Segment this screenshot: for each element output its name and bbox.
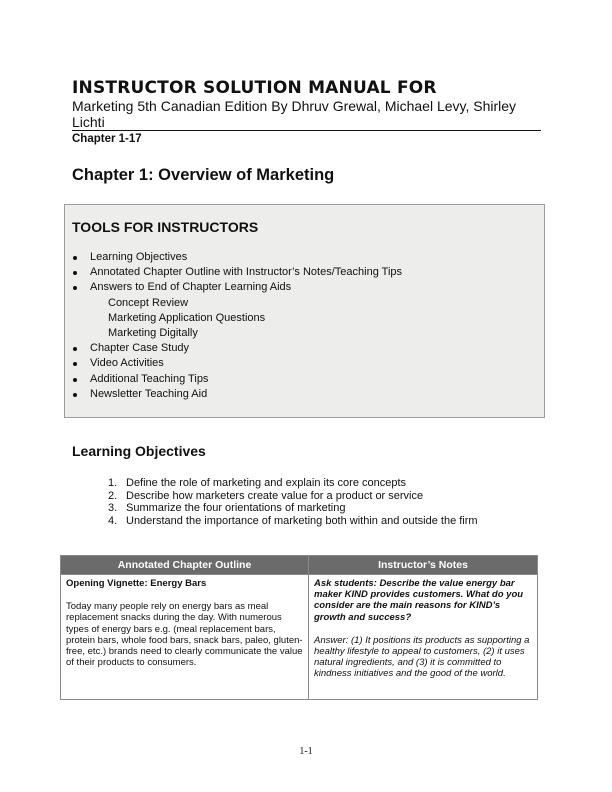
tools-item: Additional Teaching Tips	[72, 372, 402, 387]
chapter-outline-table	[60, 555, 538, 700]
outline-cell-heading: Opening Vignette: Energy Bars	[66, 578, 207, 589]
tools-item: Annotated Chapter Outline with Instructor’s Notes/Teaching Tips	[72, 265, 402, 280]
tools-list	[72, 250, 402, 402]
objective-text: Understand the importance of marketing both within and outside the firm	[126, 514, 478, 527]
tools-title: TOOLS FOR INSTRUCTORS	[72, 219, 259, 235]
table-header-row	[61, 556, 538, 575]
table-row	[61, 575, 538, 700]
outline-cell-body: Today many people rely on energy bars as meal replacement snacks during the day. With numerous types of energy bars e.g. (meal replacement bars, protein bars, whole food bars, snack bars, paleo, gluten-free, etc.) brands need to clearly communicate the value of their products to consumers.	[66, 601, 303, 669]
tools-subitem: Concept Review	[108, 296, 189, 309]
objective-number: 2.	[108, 489, 118, 502]
book-subtitle: Marketing 5th Canadian Edition By Dhruv Grewal, Michael Levy, Shirley Lichti	[72, 98, 517, 130]
objective-text: Define the role of marketing and explain its core concepts	[126, 477, 407, 489]
objective-number: 4.	[108, 514, 118, 527]
notes-question: Ask students: Describe the value energy bar maker KIND provides customers. What do you consider are the main reasons for KIND’s growth and success?	[314, 578, 524, 623]
chapter-range: Chapter 1-17	[72, 133, 142, 145]
tools-item: Video Activities	[72, 356, 402, 371]
tools-subitem: Marketing Digitally	[108, 326, 198, 339]
objective-number: 3.	[108, 502, 118, 515]
learning-objective-item	[108, 477, 478, 490]
learning-objective-item	[108, 490, 478, 503]
objective-text: Describe how marketers create value for a product or service	[126, 489, 424, 502]
learning-objective-item	[108, 502, 478, 515]
outline-cell	[61, 575, 309, 700]
notes-cell	[309, 575, 538, 700]
tools-item: Newsletter Teaching Aid	[72, 387, 402, 402]
outline-column-header: Annotated Chapter Outline	[61, 556, 309, 575]
header-divider	[72, 130, 541, 131]
learning-objectives-list	[108, 477, 478, 527]
learning-objective-item	[108, 515, 478, 528]
notes-column-header: Instructor’s Notes	[309, 556, 538, 575]
manual-title: INSTRUCTOR SOLUTION MANUAL FOR	[72, 78, 437, 98]
objective-number: 1.	[108, 477, 118, 489]
page-number: 1-1	[299, 746, 313, 757]
tools-item: Learning Objectives	[72, 250, 402, 265]
learning-objectives-heading: Learning Objectives	[72, 443, 206, 459]
objective-text: Summarize the four orientations of marketing	[126, 502, 346, 515]
chapter-heading: Chapter 1: Overview of Marketing	[72, 166, 335, 184]
notes-answer: Answer: (1) It positions its products as supporting a healthy lifestyle to appeal to customers, (2) it uses natural ingredients, and (3) it is committed to kindness initiatives and the good of the world.	[314, 634, 530, 680]
tools-item: Answers to End of Chapter Learning Aids	[72, 280, 402, 295]
tools-item: Chapter Case Study	[72, 341, 402, 356]
tools-subitem: Marketing Application Questions	[108, 311, 266, 324]
